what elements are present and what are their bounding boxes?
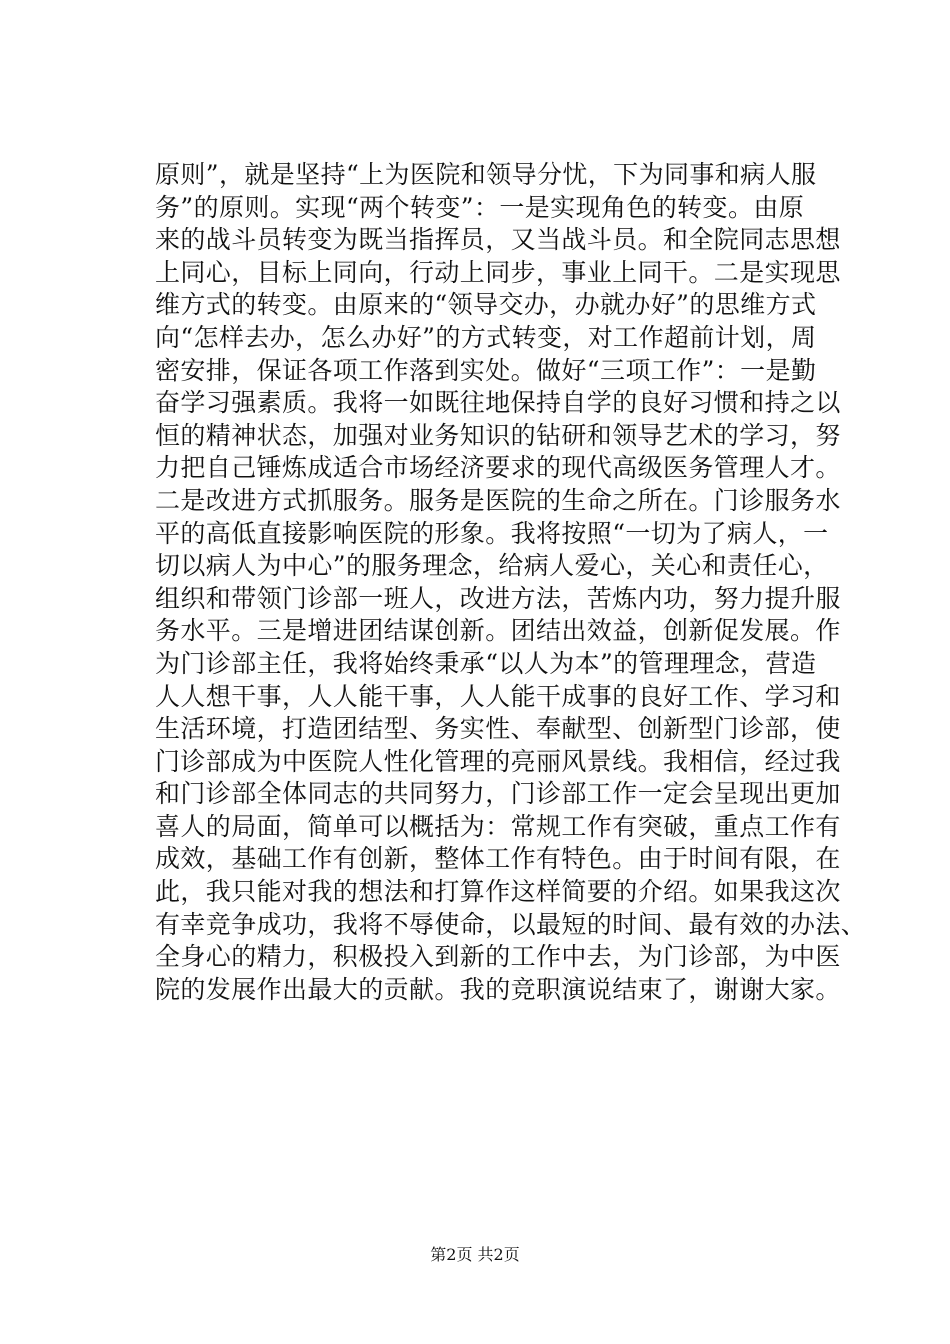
- text-line: 和门诊部全体同志的共同努力，门诊部工作一定会呈现出更加: [155, 779, 841, 809]
- text-line: 奋学习强素质。我将一如既往地保持自学的良好习惯和持之以: [155, 388, 841, 418]
- text-line: 有幸竞争成功，我将不辱使命，以最短的时间、最有效的办法、: [155, 909, 867, 939]
- speech-body-text: [155, 159, 867, 1006]
- text-line: 原则”，就是坚持“上为医院和领导分忧，下为同事和病人服: [155, 160, 817, 189]
- text-line: 力把自己锤炼成适合市场经济要求的现代高级医务管理人才。: [155, 453, 841, 483]
- page-number-footer: 第2页 共2页: [430, 1245, 520, 1264]
- text-line: 成效，基础工作有创新，整体工作有特色。由于时间有限，在: [155, 844, 841, 874]
- text-line: 切以病人为中心”的服务理念，给病人爱心，关心和责任心，: [155, 551, 829, 581]
- text-line: 维方式的转变。由原来的“领导交办，办就办好”的思维方式: [155, 290, 817, 320]
- text-line: 平的高低直接影响医院的形象。我将按照“一切为了病人，一: [155, 518, 829, 548]
- text-line: 二是改进方式抓服务。服务是医院的生命之所在。门诊服务水: [155, 485, 841, 515]
- text-line: 务”的原则。实现“两个转变”：一是实现角色的转变。由原: [155, 192, 805, 222]
- text-line: 生活环境，打造团结型、务实性、奉献型、创新型门诊部，使: [155, 714, 841, 744]
- text-line: 全身心的精力，积极投入到新的工作中去，为门诊部，为中医: [155, 942, 841, 972]
- text-line: 上同心，目标上同向，行动上同步，事业上同干。二是实现思: [155, 257, 841, 287]
- text-line: 人人想干事，人人能干事，人人能干成事的良好工作、学习和: [155, 681, 841, 711]
- text-line: 恒的精神状态，加强对业务知识的钻研和领导艺术的学习，努: [155, 420, 841, 450]
- text-line: 喜人的局面，简单可以概括为：常规工作有突破，重点工作有: [155, 811, 841, 841]
- text-line: 向“怎样去办，怎么办好”的方式转变，对工作超前计划，周: [155, 322, 817, 352]
- text-line: 密安排，保证各项工作落到实处。做好“三项工作”：一是勤: [155, 355, 817, 385]
- text-line: 此，我只能对我的想法和打算作这样简要的介绍。如果我这次: [155, 877, 841, 907]
- text-line: 来的战斗员转变为既当指挥员，又当战斗员。和全院同志思想: [155, 225, 841, 255]
- text-line: 为门诊部主任，我将始终秉承“以人为本”的管理理念，营造: [155, 648, 817, 678]
- text-line: 门诊部成为中医院人性化管理的亮丽风景线。我相信，经过我: [155, 746, 841, 776]
- text-line: 组织和带领门诊部一班人，改进方法，苦炼内功，努力提升服: [155, 583, 841, 613]
- text-line: 院的发展作出最大的贡献。我的竞职演说结束了，谢谢大家。: [155, 974, 841, 1004]
- text-line: 务水平。三是增进团结谋创新。团结出效益，创新促发展。作: [155, 616, 841, 646]
